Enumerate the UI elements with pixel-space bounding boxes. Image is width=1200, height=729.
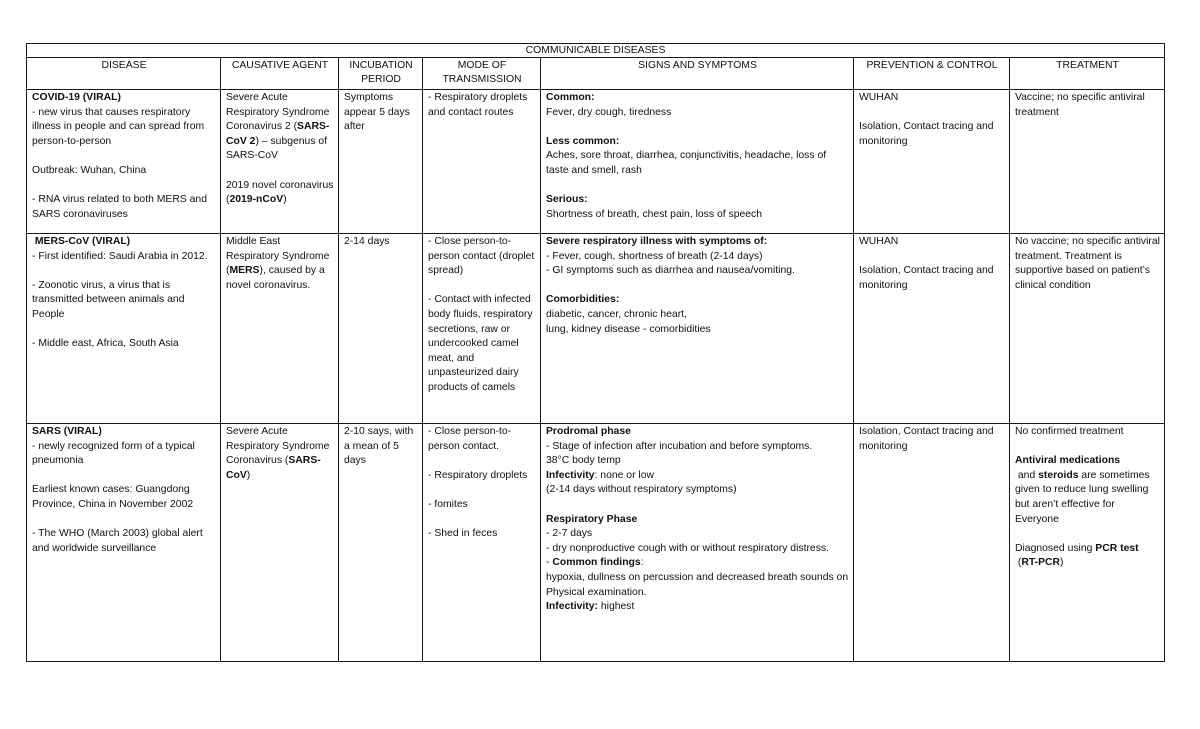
signs-cell xyxy=(541,234,854,424)
signs-label: Less common: xyxy=(546,135,620,147)
treatment-cell: No vaccine; no specific antiviral treatment. Treatment is supportive based on patient’s clinical condition xyxy=(1010,234,1165,424)
agent-strong: SARS-CoV 2 xyxy=(226,121,330,147)
prevention-text: Isolation, Contact tracing and monitoring xyxy=(859,426,994,452)
signs-text: Shortness of breath, chest pain, loss of speech xyxy=(546,208,763,220)
header-incubation-period: INCUBATION PERIOD xyxy=(339,58,423,90)
signs-cell xyxy=(541,90,854,234)
signs-text: Aches, sore throat, diarrhea, conjunctivitis, headache, loss of taste and smell, rash xyxy=(546,150,827,176)
signs-text: : none or low xyxy=(594,469,655,481)
signs-label: Respiratory Phase xyxy=(546,513,638,525)
prevention-cell xyxy=(854,424,1010,662)
treatment-cell xyxy=(1010,424,1165,662)
signs-cell xyxy=(541,424,854,662)
header-causative-agent: CAUSATIVE AGENT xyxy=(221,58,339,90)
agent-text: Severe Acute Respiratory Syndrome Coronavirus ( xyxy=(226,426,330,467)
transmission-cell xyxy=(423,90,541,234)
transmission-text: - fomites xyxy=(428,498,468,510)
prevention-text: Isolation, Contact tracing and monitoring xyxy=(859,265,994,291)
treatment-strong: RT-PCR xyxy=(1021,557,1061,569)
table-row xyxy=(27,424,1165,662)
agent-text: Middle East Respiratory Syndrome ( xyxy=(226,236,330,277)
signs-text: diabetic, cancer, chronic heart, xyxy=(546,308,687,320)
transmission-text: - Respiratory droplets xyxy=(428,469,528,481)
signs-label: Prodromal phase xyxy=(546,426,631,437)
signs-label: Comorbidities: xyxy=(546,294,620,306)
agent-strong: 2019-nCoV xyxy=(229,194,284,206)
signs-label: Infectivity: xyxy=(546,601,598,613)
disease-note: - new virus that causes respiratory illness in people and can spread from person-to-person xyxy=(32,106,205,147)
prevention-cell xyxy=(854,234,1010,424)
disease-note: - The WHO (March 2003) global alert and worldwide surveillance xyxy=(32,528,203,554)
transmission-cell xyxy=(423,234,541,424)
signs-text: - xyxy=(546,557,553,569)
signs-text: highest xyxy=(597,601,635,613)
transmission-text: - Respiratory droplets and contact routes xyxy=(428,92,528,118)
agent-strong: MERS xyxy=(229,265,260,277)
prevention-text: Isolation, Contact tracing and monitoring xyxy=(859,121,994,147)
signs-label: Infectivity xyxy=(546,469,595,481)
transmission-text: - Close person-to-person contact (droplet spread) xyxy=(428,236,535,277)
header-prevention-control: PREVENTION & CONTROL xyxy=(854,58,1010,90)
header-treatment: TREATMENT xyxy=(1010,58,1165,90)
disease-note: - Zoonotic virus, a virus that is transmitted between animals and People xyxy=(32,279,185,320)
transmission-cell xyxy=(423,424,541,662)
agent-text: Severe Acute Respiratory Syndrome Coronavirus 2 ( xyxy=(226,92,330,133)
table-row xyxy=(27,90,1165,234)
signs-text: hypoxia, dullness on percussion and decreased breath sounds on Physical examination. xyxy=(546,571,849,598)
signs-text: - dry nonproductive cough with or without respiratory distress. xyxy=(546,542,829,554)
signs-label: Severe respiratory illness with symptoms of: xyxy=(546,236,768,247)
disease-note: - Middle east, Africa, South Asia xyxy=(32,338,179,350)
signs-text: lung, kidney disease - comorbidities xyxy=(546,323,711,335)
signs-text: Fever, dry cough, tiredness xyxy=(546,106,672,118)
agent-text: ) xyxy=(246,469,251,481)
agent-text: ), caused by a novel coronavirus. xyxy=(226,265,325,291)
signs-text: - 2-7 days xyxy=(546,528,593,540)
disease-note: - First identified: Saudi Arabia in 2012. xyxy=(32,250,208,262)
incubation-cell: Symptoms appear 5 days after xyxy=(339,90,423,234)
treatment-text: are sometimes given to reduce lung swelling but aren’t effective for Everyone xyxy=(1015,469,1150,525)
table-row xyxy=(27,234,1165,424)
header-signs-and-symptoms: SIGNS AND SYMPTOMS xyxy=(541,58,854,90)
signs-label: Common: xyxy=(546,92,595,103)
incubation-cell: 2-10 says, with a mean of 5 days xyxy=(339,424,423,662)
prevention-cell xyxy=(854,90,1010,234)
prevention-text: WUHAN xyxy=(859,236,899,247)
disease-name: SARS (VIRAL) xyxy=(32,426,102,437)
prevention-text: WUHAN xyxy=(859,92,899,103)
treatment-text: Diagnosed using xyxy=(1015,542,1096,554)
signs-label: Serious: xyxy=(546,194,588,206)
treatment-strong: PCR test xyxy=(1095,542,1139,554)
transmission-text: - Contact with infected body fluids, respiratory secretions, raw or undercooked camel meat, and unpasteurized dairy products of camels xyxy=(428,294,533,393)
table-caption: COMMUNICABLE DISEASES xyxy=(27,44,1165,58)
treatment-text: ) xyxy=(1060,557,1064,569)
treatment-text: ( xyxy=(1015,557,1022,569)
header-mode-of-transmission: MODE OF TRANSMISSION xyxy=(423,58,541,90)
communicable-diseases-table xyxy=(26,43,1165,662)
signs-text: - Stage of infection after incubation and before symptoms. xyxy=(546,440,813,452)
disease-cell xyxy=(27,234,221,424)
signs-text: (2-14 days without respiratory symptoms) xyxy=(546,484,737,496)
agent-text: ) – subgenus of SARS-CoV xyxy=(226,135,328,162)
agent-cell xyxy=(221,234,339,424)
treatment-strong: Antiviral medications xyxy=(1015,455,1121,467)
disease-note: - RNA virus related to both MERS and SARS coronaviruses xyxy=(32,194,207,220)
treatment-cell: Vaccine; no specific antiviral treatment xyxy=(1010,90,1165,234)
disease-cell xyxy=(27,424,221,662)
disease-cell xyxy=(27,90,221,234)
signs-label: Common findings xyxy=(552,557,641,569)
agent-text: 2019 novel coronavirus xyxy=(226,179,334,191)
agent-cell xyxy=(221,424,339,662)
signs-text: - Fever, cough, shortness of breath (2-14 days) xyxy=(546,250,763,262)
treatment-strong: steroids xyxy=(1038,469,1079,481)
signs-text: - GI symptoms such as diarrhea and nausea/vomiting. xyxy=(546,265,795,277)
header-disease: DISEASE xyxy=(27,58,221,90)
treatment-text: No confirmed treatment xyxy=(1015,426,1124,437)
signs-text: : xyxy=(640,557,644,569)
agent-strong: SARS-CoV xyxy=(226,455,321,481)
treatment-text: and xyxy=(1015,469,1039,481)
disease-note: Outbreak: Wuhan, China xyxy=(32,164,147,176)
incubation-cell: 2-14 days xyxy=(339,234,423,424)
disease-name: MERS-CoV (VIRAL) xyxy=(32,236,131,247)
disease-note: - newly recognized form of a typical pneumonia xyxy=(32,440,195,467)
transmission-text: - Close person-to-person contact. xyxy=(428,426,512,452)
agent-cell: Severe Acute Respiratory Syndrome Coronavirus 2 (SARS-CoV 2) – subgenus of SARS-CoV 2019 novel coronavirus (2019-nCoV) xyxy=(221,90,339,234)
signs-text: 38°C body temp xyxy=(546,455,621,467)
disease-name: COVID-19 (VIRAL) xyxy=(32,92,121,103)
transmission-text: - Shed in feces xyxy=(428,528,498,540)
disease-note: Earliest known cases: Guangdong Province, China in November 2002 xyxy=(32,484,194,510)
